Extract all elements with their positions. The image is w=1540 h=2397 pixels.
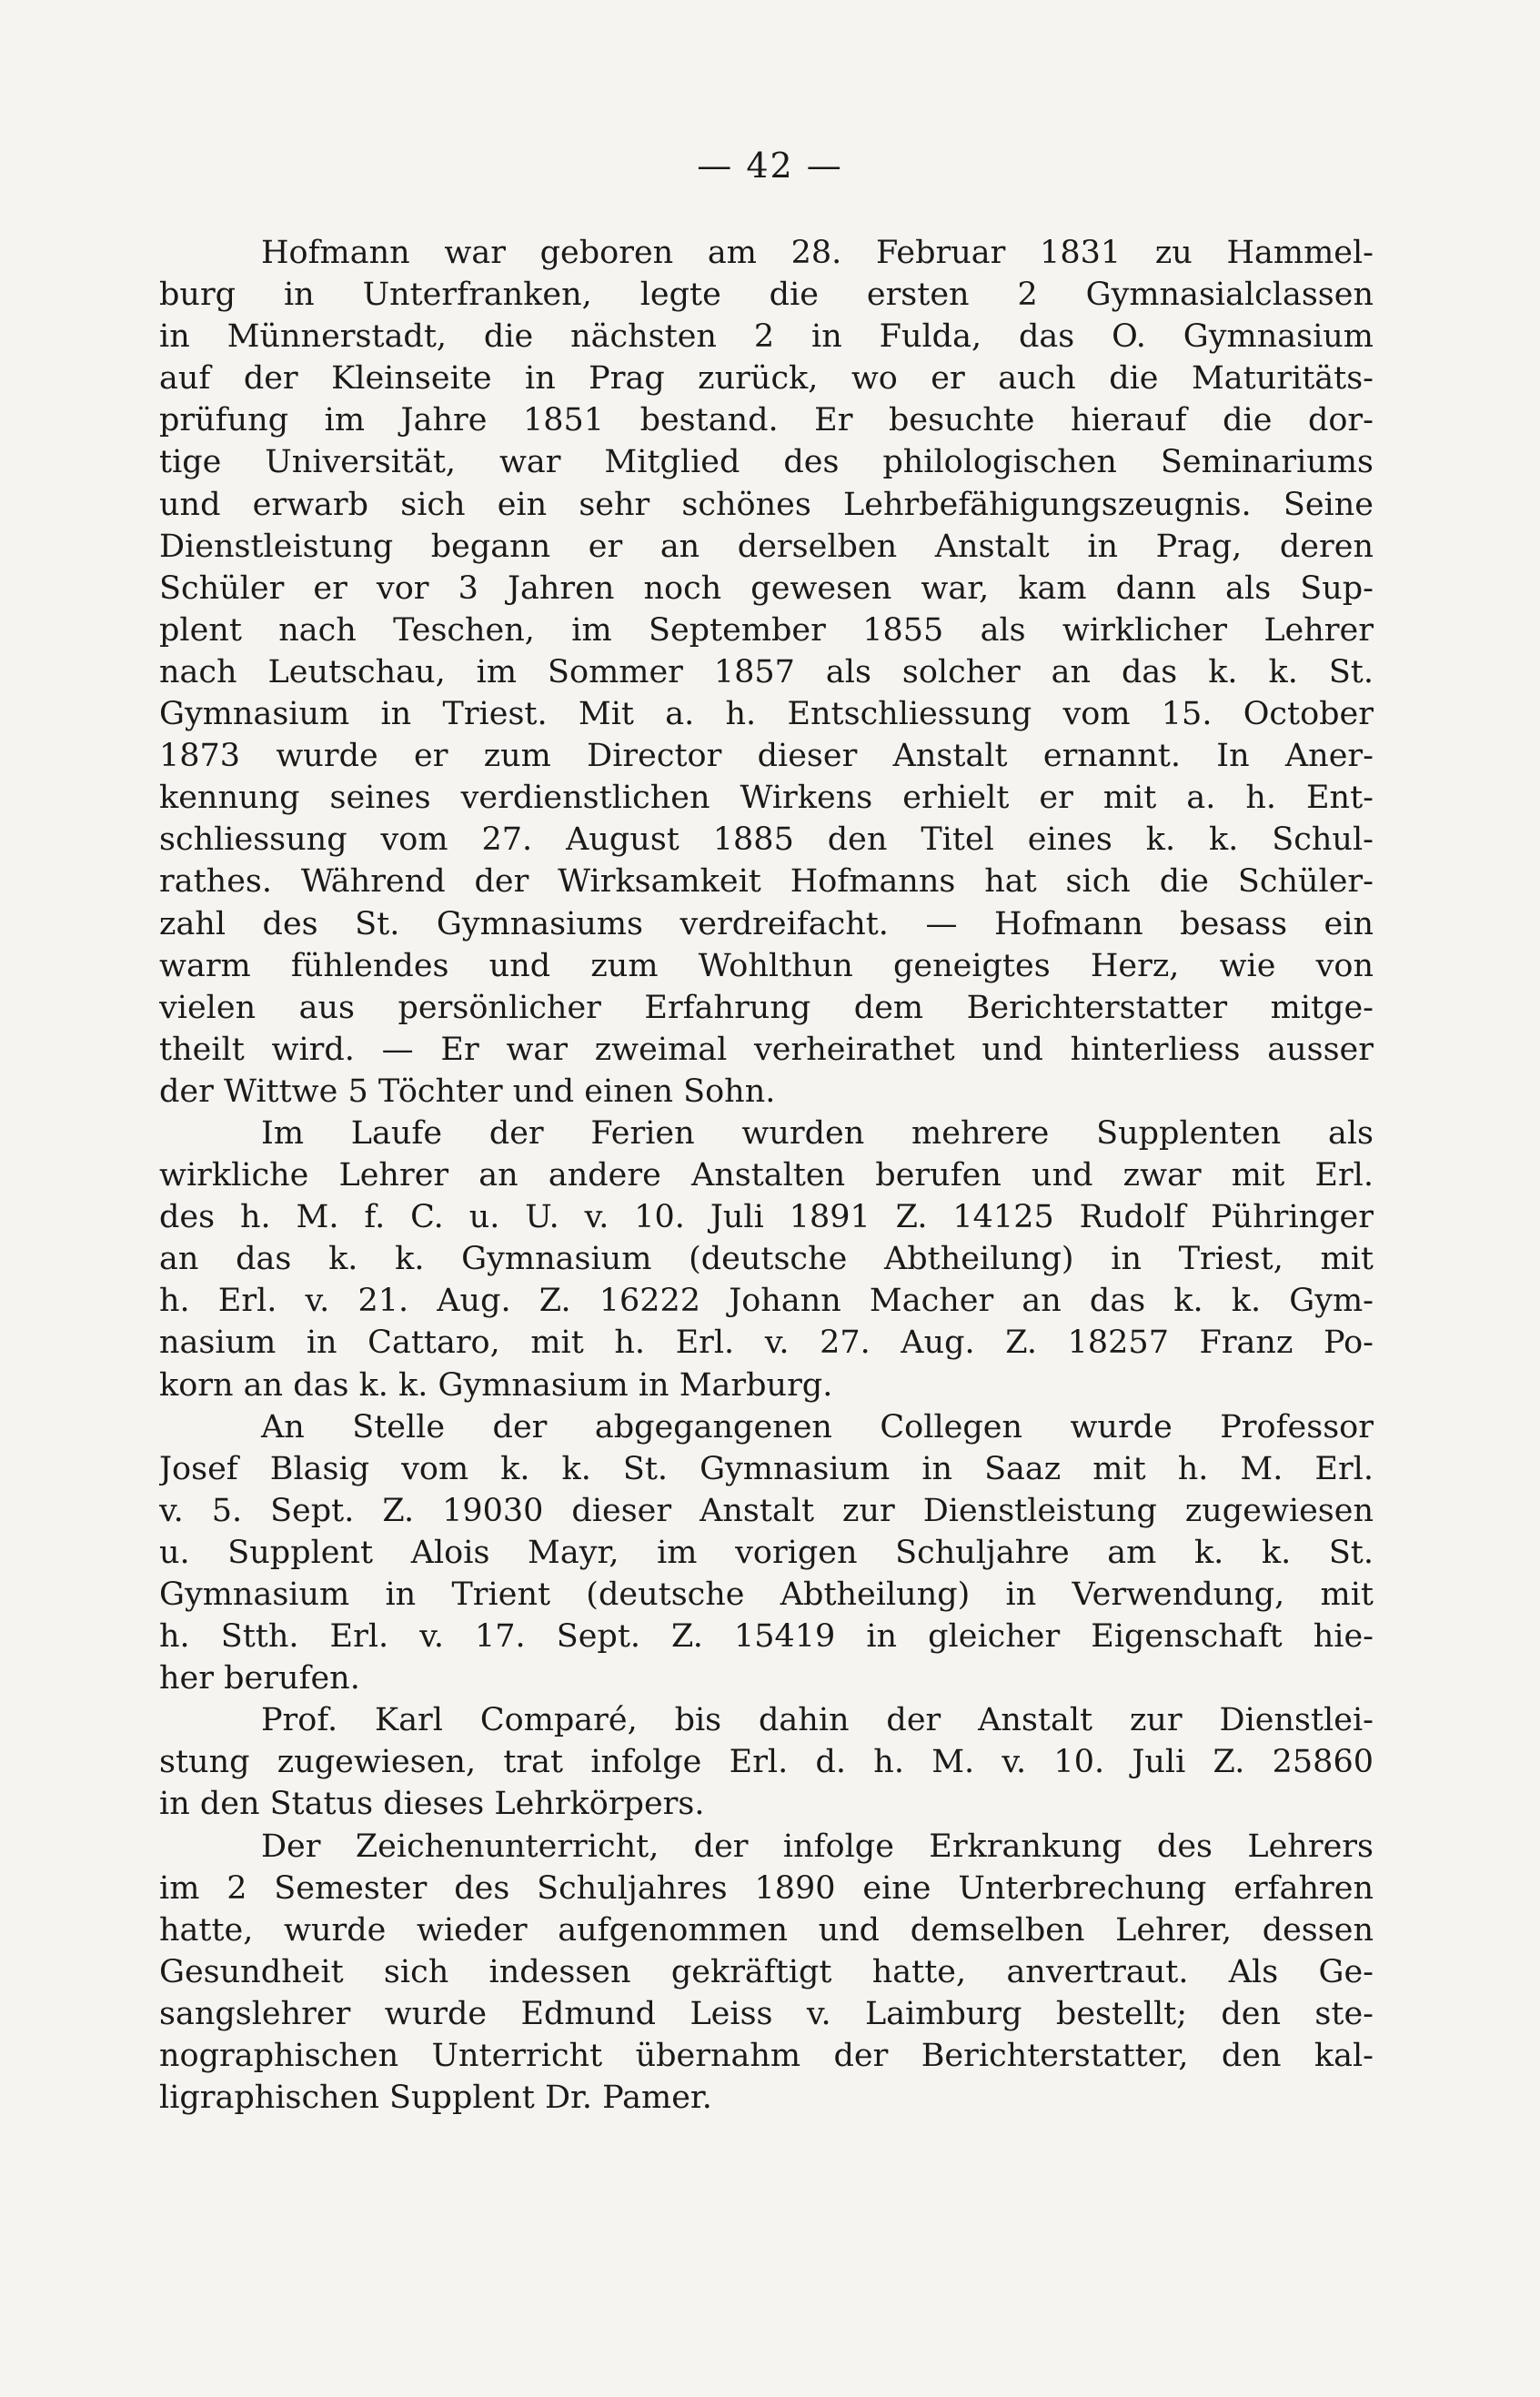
page-number: — 42 — bbox=[697, 146, 843, 186]
text-line: 1873 wurde er zum Director dieser Anstalt ernannt. In Aner- bbox=[159, 738, 1374, 775]
text-line: her berufen. bbox=[159, 1660, 360, 1697]
paragraph-first-line: Der Zeichenunterricht, der infolge Erkrankung des Lehrers bbox=[261, 1828, 1374, 1865]
text-line: korn an das k. k. Gymnasium in Marburg. bbox=[159, 1366, 833, 1404]
text-line: tige Universität, war Mitglied des philologischen Seminariums bbox=[159, 444, 1374, 481]
text-line: und erwarb sich ein sehr schönes Lehrbefähigungszeugnis. Seine bbox=[159, 486, 1374, 523]
text-line: auf der Kleinseite in Prag zurück, wo er auch die Maturitäts- bbox=[159, 360, 1374, 398]
paragraph-first-line: An Stelle der abgegangenen Collegen wurde Professor bbox=[261, 1408, 1374, 1445]
text-line: prüfung im Jahre 1851 bestand. Er besuchte hierauf die dor- bbox=[159, 402, 1374, 439]
text-line: hatte, wurde wieder aufgenommen und demselben Lehrer, dessen bbox=[159, 1911, 1374, 1949]
text-line: Josef Blasig vom k. k. St. Gymnasium in Saaz mit h. M. Erl. bbox=[159, 1450, 1374, 1487]
text-line: h. Erl. v. 21. Aug. Z. 16222 Johann Macher an das k. k. Gym- bbox=[159, 1283, 1374, 1320]
text-line: an das k. k. Gymnasium (deutsche Abtheilung) in Triest, mit bbox=[159, 1241, 1374, 1278]
text-line: v. 5. Sept. Z. 19030 dieser Anstalt zur Dienstleistung zugewiesen bbox=[159, 1492, 1374, 1529]
text-line: schliessung vom 27. August 1885 den Titel eines k. k. Schul- bbox=[159, 821, 1374, 859]
text-line: Dienstleistung begann er an derselben Anstalt in Prag, deren bbox=[159, 528, 1374, 565]
body-text bbox=[159, 232, 1374, 2119]
text-line: u. Supplent Alois Mayr, im vorigen Schuljahre am k. k. St. bbox=[159, 1534, 1374, 1571]
text-line: kennung seines verdienstlichen Wirkens erhielt er mit a. h. Ent- bbox=[159, 780, 1374, 817]
text-line: Gymnasium in Trient (deutsche Abtheilung) in Verwendung, mit bbox=[159, 1576, 1374, 1613]
text-line: burg in Unterfranken, legte die ersten 2 Gymnasialclassen bbox=[159, 277, 1374, 314]
text-line: nach Leutschau, im Sommer 1857 als solcher an das k. k. St. bbox=[159, 653, 1374, 690]
text-line: warm fühlendes und zum Wohlthun geneigtes Herz, wie von bbox=[159, 947, 1374, 984]
text-line: theilt wird. — Er war zweimal verheirathet und hinterliess ausser bbox=[159, 1031, 1374, 1068]
text-line: Gymnasium in Triest. Mit a. h. Entschliessung vom 15. October bbox=[159, 696, 1374, 733]
text-line: nographischen Unterricht übernahm der Berichterstatter, den kal- bbox=[159, 2038, 1374, 2075]
text-line: rathes. Während der Wirksamkeit Hofmanns hat sich die Schüler- bbox=[159, 863, 1374, 901]
text-line: plent nach Teschen, im September 1855 als wirklicher Lehrer bbox=[159, 611, 1374, 649]
text-line: vielen aus persönlicher Erfahrung dem Berichterstatter mitge- bbox=[159, 989, 1374, 1026]
text-line: sangslehrer wurde Edmund Leiss v. Laimburg bestellt; den ste- bbox=[159, 1995, 1374, 2032]
paragraph-first-line: Hofmann war geboren am 28. Februar 1831 zu Hammel- bbox=[261, 235, 1374, 271]
text-line: stung zugewiesen, trat infolge Erl. d. h. M. v. 10. Juli Z. 25860 bbox=[159, 1744, 1374, 1781]
text-line: Schüler er vor 3 Jahren noch gewesen war, kam dann als Sup- bbox=[159, 569, 1374, 607]
paragraph-first-line: Prof. Karl Comparé, bis dahin der Anstalt zur Dienstlei- bbox=[261, 1702, 1374, 1739]
text-line: zahl des St. Gymnasiums verdreifacht. — Hofmann besass ein bbox=[159, 905, 1374, 942]
text-line: nasium in Cattaro, mit h. Erl. v. 27. Aug. Z. 18257 Franz Po- bbox=[159, 1324, 1374, 1362]
text-line: im 2 Semester des Schuljahres 1890 eine Unterbrechung erfahren bbox=[159, 1869, 1374, 1907]
text-line: ligraphischen Supplent Dr. Pamer. bbox=[159, 2080, 712, 2117]
text-line: wirkliche Lehrer an andere Anstalten berufen und zwar mit Erl. bbox=[159, 1157, 1374, 1194]
text-line: des h. M. f. C. u. U. v. 10. Juli 1891 Z. 14125 Rudolf Pühringer bbox=[159, 1199, 1374, 1236]
text-line: Gesundheit sich indessen gekräftigt hatte, anvertraut. Als Ge- bbox=[159, 1953, 1374, 1990]
text-line: h. Stth. Erl. v. 17. Sept. Z. 15419 in gleicher Eigenschaft hie- bbox=[159, 1618, 1374, 1656]
paragraph-first-line: Im Laufe der Ferien wurden mehrere Supplenten als bbox=[261, 1114, 1374, 1152]
text-line: in den Status dieses Lehrkörpers. bbox=[159, 1786, 705, 1823]
text-line: der Wittwe 5 Töchter und einen Sohn. bbox=[159, 1073, 776, 1110]
text-line: in Münnerstadt, die nächsten 2 in Fulda, das O. Gymnasium bbox=[159, 318, 1374, 356]
